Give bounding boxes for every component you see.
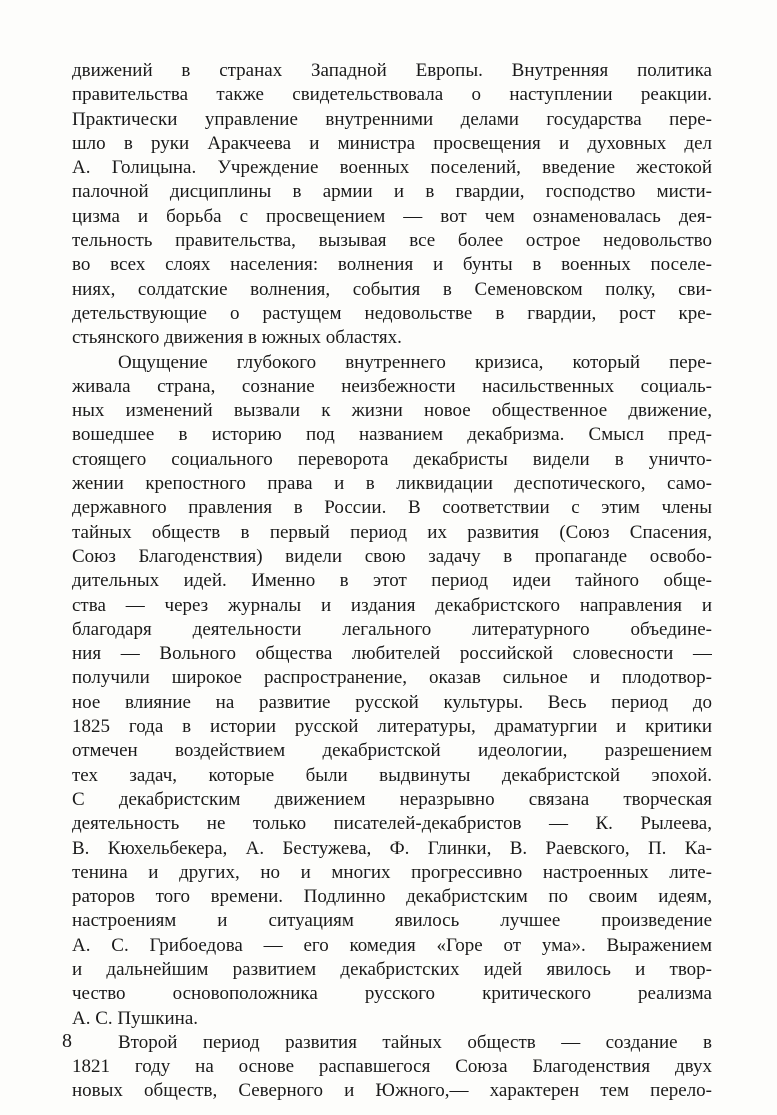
text-line: движений в странах Западной Европы. Внутренняя политика — [72, 60, 712, 81]
text-line: вошедшее в историю под названием декабризма. Смысл пред- — [72, 424, 712, 446]
text-line: ное влияние на развитие русской культуры. Весь период до — [72, 691, 712, 713]
text-line: 1825 года в истории русской литературы, драматургии и критики — [72, 716, 712, 738]
text-line: ных изменений вызвали к жизни новое общественное движение, — [72, 400, 712, 422]
text-line: живала страна, сознание неизбежности насильственных социаль- — [72, 375, 712, 397]
text-line: ниях, солдатские волнения, события в Семеновском полку, сви- — [72, 278, 712, 300]
text-line: А. С. Пушкина. — [72, 1007, 198, 1029]
page-number: 8 — [62, 1030, 72, 1052]
text-line: настроениям и ситуациям явилось лучшее произведение — [72, 910, 712, 932]
text-line: дительных идей. Именно в этот период идеи тайного обще- — [72, 570, 712, 592]
text-line: ния — Вольного общества любителей российской словесности — — [72, 643, 712, 665]
text-line: тельность правительства, вызывая все более острое недовольство — [72, 230, 712, 252]
text-line: ства — через журналы и издания декабристского направления и — [72, 594, 712, 616]
text-line: тайных обществ в первый период их развития (Союз Спасения, — [72, 521, 712, 543]
text-line: палочной дисциплины в армии и в гвардии, господство мисти- — [72, 181, 712, 203]
text-line: тенина и других, но и многих прогрессивно настроенных лите- — [72, 861, 712, 883]
text-line: получили широкое распространение, оказав сильное и плодотвор- — [72, 667, 712, 689]
text-line: В. Кюхельбекера, А. Бестужева, Ф. Глинки, В. Раевского, П. Ка- — [72, 837, 712, 859]
text-line: чество основоположника русского критического реализма — [72, 983, 712, 1005]
text-line: правительства также свидетельствовала о наступлении реакции. — [72, 84, 712, 106]
text-line: державного правления в России. В соответствии с этим члены — [72, 497, 712, 519]
body-text — [72, 59, 712, 1104]
text-line: 1821 году на основе распавшегося Союза Благоденствия двух — [72, 1056, 712, 1078]
text-line: жении крепостного права и в ликвидации деспотического, само- — [72, 473, 712, 495]
text-line: стоящего социального переворота декабристы видели в уничто- — [72, 448, 712, 470]
text-line: и дальнейшим развитием декабристских идей явилось и твор- — [72, 958, 712, 980]
text-line: раторов того времени. Подлинно декабристским по своим идеям, — [72, 886, 712, 908]
text-line: благодаря деятельности легального литературного объедине- — [72, 618, 712, 640]
text-line: Второй период развития тайных обществ — создание в — [118, 1031, 712, 1053]
text-line: шло в руки Аракчеева и министра просвещения и духовных дел — [72, 132, 712, 154]
text-line: тех задач, которые были выдвинуты декабристской эпохой. — [72, 764, 712, 786]
text-line: С декабристским движением неразрывно связана творческая — [72, 788, 712, 810]
text-line: Практически управление внутренними делами государства пере- — [72, 108, 712, 130]
text-line: А. С. Грибоедова — его комедия «Горе от ума». Выражением — [72, 934, 712, 956]
text-line: во всех слоях населения: волнения и бунты в военных поселе- — [72, 254, 712, 276]
text-line: детельствующие о растущем недовольстве в гвардии, рост кре- — [72, 302, 712, 324]
text-line: Ощущение глубокого внутреннего кризиса, который пере- — [118, 351, 712, 373]
text-line: новых обществ, Северного и Южного,— характерен тем перело- — [72, 1080, 712, 1102]
text-line: цизма и борьба с просвещением — вот чем ознаменовалась дея- — [72, 205, 712, 227]
text-line: А. Голицына. Учреждение военных поселений, введение жестокой — [72, 157, 712, 179]
text-line: деятельность не только писателей-декабристов — К. Рылеева, — [72, 813, 712, 835]
text-line: Союз Благоденствия) видели свою задачу в пропаганде освобо- — [72, 545, 712, 567]
text-line: отмечен воздействием декабристской идеологии, разрешением — [72, 740, 712, 762]
text-line: стьянского движения в южных областях. — [72, 327, 402, 349]
